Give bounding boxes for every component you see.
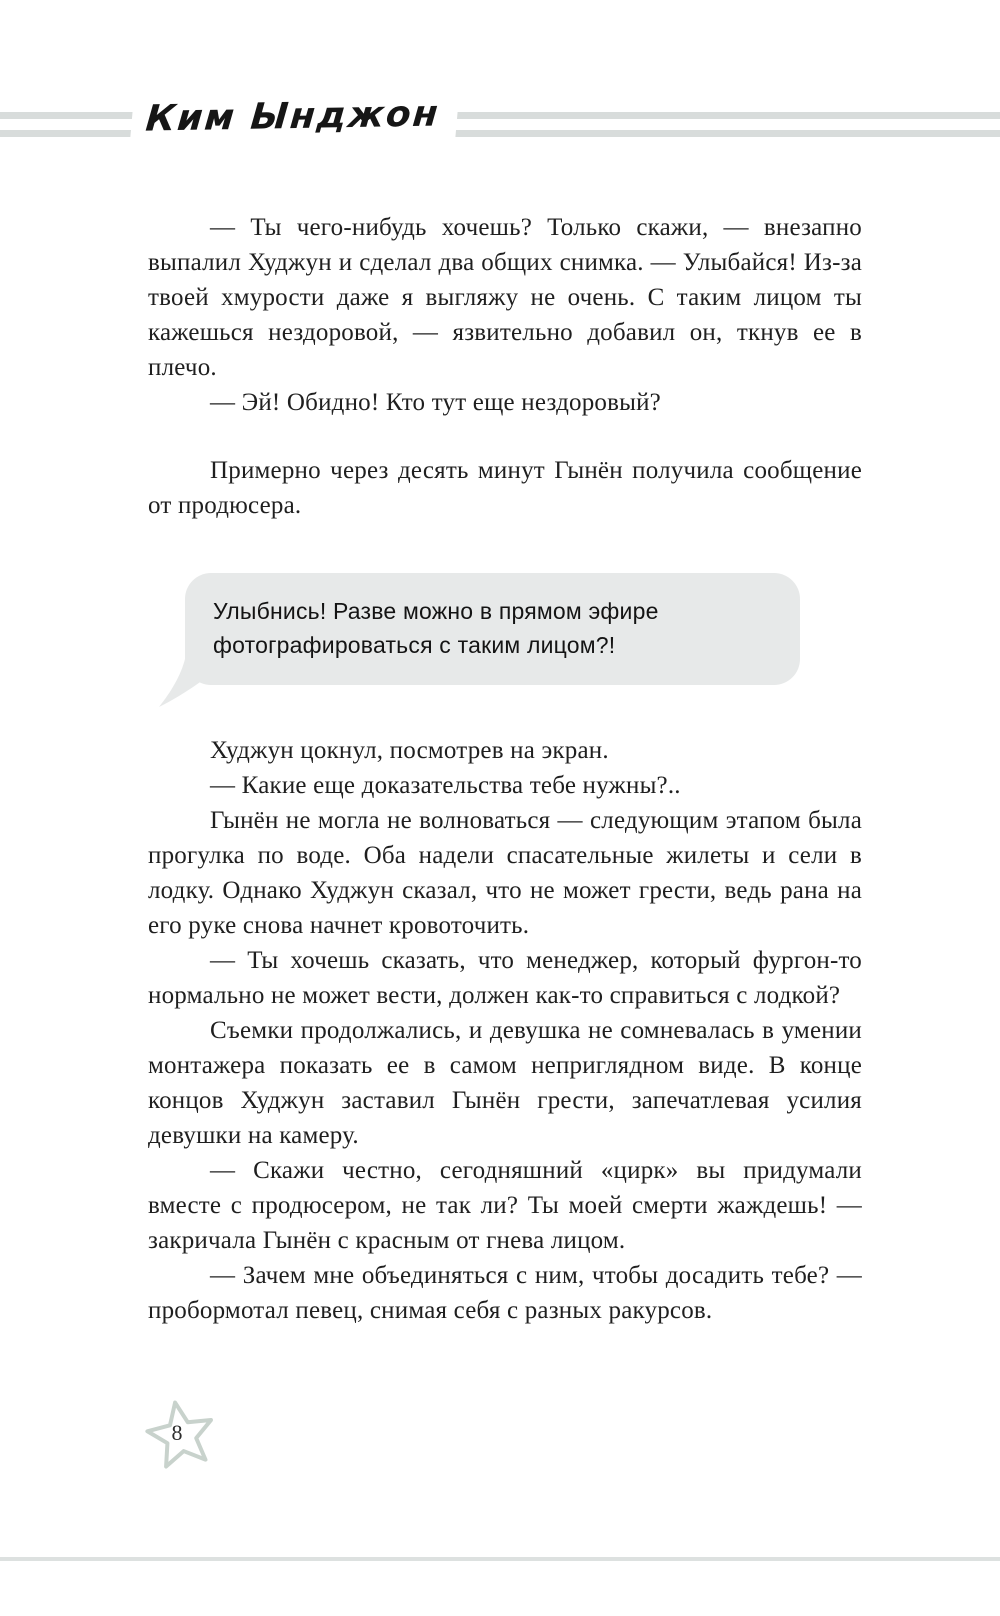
paragraph: — Ты хочешь сказать, что менеджер, который фургон-то нормально не может вести, должен как-то справиться с лодкой? (148, 947, 862, 1009)
paragraph: — Эй! Обидно! Кто тут еще нездоровый? (210, 389, 661, 416)
paragraph: — Зачем мне объединяться с ним, чтобы досадить тебе? — пробормотал певец, снимая себя с разных ракурсов. (148, 1262, 862, 1324)
paragraph: Худжун цокнул, посмотрев на экран. (210, 737, 609, 764)
paragraph: — Ты чего-нибудь хочешь? Только скажи, — внезапно выпалил Худжун и сделал два общих снимка. — Улыбайся! Из-за твоей хмурости даже я выгляжу не очень. С таким лицом ты кажешься нездоровой, — язвительно добавил он, ткнув ее в плечо. (148, 214, 862, 381)
header-author-title: Ким Ынджон (129, 89, 459, 148)
paragraph: Съемки продолжались, и девушка не сомневалась в умении монтажера показать ее в самом неприглядном виде. В конце концов Худжун заставил Гынён грести, запечатлевая усилия девушки на камеру. (148, 1017, 862, 1149)
paragraph: — Скажи честно, сегодняшний «цирк» вы придумали вместе с продюсером, не так ли? Ты моей смерти жаждешь! — закричала Гынён с красным от гнева лицом. (148, 1157, 862, 1254)
paragraph: Гынён не могла не волноваться — следующим этапом была прогулка по воде. Оба надели спасательные жилеты и сели в лодку. Однако Худжун сказал, что не может грести, ведь рана на его руке снова начнет кровоточить. (148, 807, 862, 939)
body-text (148, 210, 862, 1328)
speech-tail-icon (159, 659, 229, 707)
footer-rule (0, 1557, 1000, 1561)
paragraph: Примерно через десять минут Гынён получила сообщение от продюсера. (148, 457, 862, 519)
chat-message-wrap (185, 573, 800, 685)
paragraph: — Какие еще доказательства тебе нужны?.. (210, 772, 681, 799)
chat-message-bubble (185, 573, 800, 685)
page-number: 8 (171, 1420, 183, 1445)
chat-message-text: Улыбнись! Разве можно в прямом эфире фотографироваться с таким лицом?! (213, 598, 659, 658)
